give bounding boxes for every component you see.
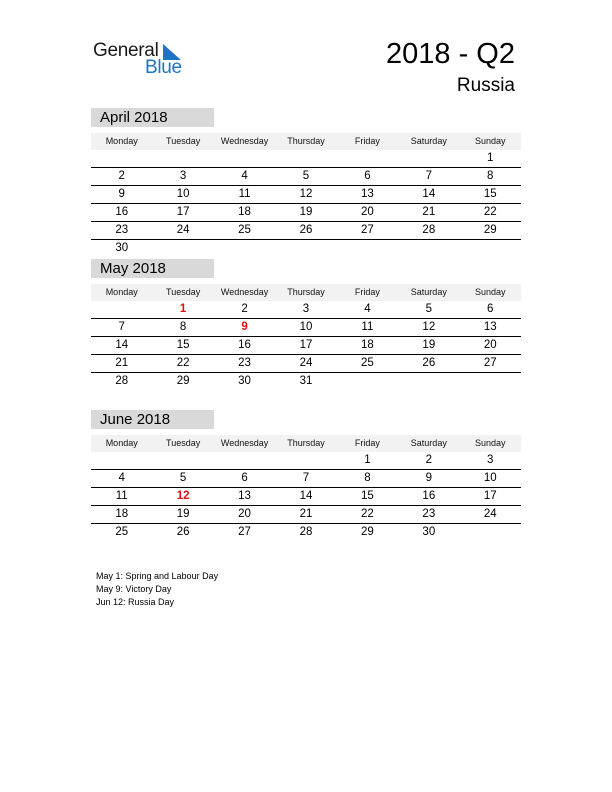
week-row (91, 452, 521, 470)
weekday-label: Wednesday (220, 287, 269, 297)
day-cell: 23 (238, 357, 251, 369)
day-cell: 16 (238, 339, 251, 351)
day-cell: 12 (299, 188, 313, 200)
weeks (91, 150, 521, 257)
week-row (91, 470, 521, 488)
logo-text-blue: Blue (145, 57, 182, 78)
day-cell: 14 (299, 490, 313, 502)
month-title: May 2018 (91, 259, 214, 278)
day-cell (398, 373, 459, 390)
week-row (91, 150, 521, 168)
holiday-note: Jun 12: Russia Day (96, 597, 175, 607)
weekday-label: Thursday (287, 287, 325, 297)
day-cell: 13 (361, 188, 374, 200)
day-cell (91, 150, 152, 167)
day-cell: 26 (176, 526, 190, 538)
day-cell: 15 (483, 188, 497, 200)
weekday-label: Sunday (474, 136, 506, 146)
day-cell: 29 (361, 526, 374, 538)
day-cell: 25 (361, 357, 374, 369)
day-cell: 25 (115, 526, 129, 538)
month-may (91, 259, 521, 390)
weekday-label: Saturday (410, 287, 447, 297)
day-cell: 25 (238, 224, 251, 236)
day-cell (275, 240, 336, 257)
day-cell: 4 (241, 170, 248, 182)
day-cell: 3 (302, 303, 310, 315)
day-cell: 7 (302, 472, 310, 484)
day-cell: 7 (425, 170, 433, 182)
day-cell: 5 (179, 472, 187, 484)
day-cell: 30 (238, 375, 251, 387)
day-cell: 7 (118, 321, 125, 333)
day-cell (275, 150, 336, 167)
day-cell: 2 (241, 303, 248, 315)
day-cell: 10 (483, 472, 497, 484)
weekday-label: Sunday (474, 287, 506, 297)
day-cell: 24 (483, 508, 497, 520)
page-title: 2018 - Q2 (386, 38, 515, 70)
day-cell: 13 (483, 321, 497, 333)
day-cell: 19 (299, 206, 313, 218)
day-cell: 28 (115, 375, 129, 387)
week-row (91, 373, 521, 390)
day-cell (460, 240, 521, 257)
week-row (91, 301, 521, 319)
day-cell (337, 240, 398, 257)
month-title: June 2018 (91, 410, 214, 429)
weeks (91, 452, 521, 541)
weekday-label: Saturday (410, 136, 447, 146)
day-cell (91, 452, 152, 469)
day-cell: 3 (487, 454, 494, 466)
day-cell: 16 (422, 490, 436, 502)
day-cell: 20 (361, 206, 374, 218)
day-cell: 22 (361, 508, 374, 520)
day-cell: 4 (118, 472, 125, 484)
logo (93, 40, 193, 80)
day-cell: 6 (487, 303, 494, 315)
day-cell: 10 (299, 321, 313, 333)
week-row (91, 337, 521, 355)
weekday-label: Sunday (474, 438, 506, 448)
day-cell: 22 (176, 357, 190, 369)
week-row (91, 222, 521, 240)
day-cell: 4 (364, 303, 371, 315)
day-cell: 17 (176, 206, 190, 218)
weekday-label: Friday (354, 287, 380, 297)
day-cell (152, 240, 213, 257)
day-cell: 19 (176, 508, 190, 520)
month-april (91, 108, 521, 257)
day-cell (214, 240, 275, 257)
weekday-label: Tuesday (166, 136, 201, 146)
day-cell: 8 (364, 472, 371, 484)
weekday-label: Wednesday (220, 136, 269, 146)
day-cell: 8 (487, 170, 494, 182)
weekday-header (91, 435, 521, 452)
day-cell: 16 (115, 206, 129, 218)
day-cell: 21 (299, 508, 313, 520)
weekday-label: Friday (354, 438, 380, 448)
day-cell: 23 (422, 508, 436, 520)
day-cell: 23 (115, 224, 129, 236)
weekday-label: Monday (105, 438, 138, 448)
holiday-day-cell: 1 (179, 303, 187, 315)
day-cell: 20 (238, 508, 251, 520)
day-cell: 21 (115, 357, 129, 369)
day-cell: 17 (483, 490, 497, 502)
month-title: April 2018 (91, 108, 214, 127)
week-row (91, 524, 521, 541)
day-cell: 24 (176, 224, 190, 236)
day-cell: 28 (299, 526, 313, 538)
weekday-label: Thursday (287, 136, 325, 146)
day-cell: 21 (422, 206, 436, 218)
week-row (91, 355, 521, 373)
day-cell: 27 (361, 224, 374, 236)
day-cell: 17 (299, 339, 313, 351)
weekday-label: Monday (105, 287, 138, 297)
day-cell: 18 (238, 206, 251, 218)
weekday-header (91, 284, 521, 301)
month-june (91, 410, 521, 541)
day-cell (152, 452, 213, 469)
day-cell: 18 (361, 339, 374, 351)
day-cell: 30 (115, 242, 129, 254)
day-cell: 29 (176, 375, 190, 387)
day-cell: 1 (364, 454, 371, 466)
weekday-label: Friday (354, 136, 380, 146)
holiday-note: May 1: Spring and Labour Day (96, 571, 219, 581)
day-cell: 6 (241, 472, 248, 484)
day-cell: 14 (422, 188, 436, 200)
week-row (91, 488, 521, 506)
day-cell (337, 373, 398, 390)
day-cell: 26 (422, 357, 436, 369)
weekday-label: Saturday (410, 438, 447, 448)
day-cell (214, 452, 275, 469)
day-cell: 9 (118, 188, 125, 200)
day-cell: 20 (483, 339, 497, 351)
weekday-label: Tuesday (166, 438, 201, 448)
holiday-day-cell: 12 (176, 490, 190, 502)
day-cell: 3 (179, 170, 187, 182)
day-cell: 9 (425, 472, 433, 484)
day-cell (398, 240, 459, 257)
day-cell: 2 (118, 170, 125, 182)
day-cell: 15 (176, 339, 190, 351)
day-cell: 13 (238, 490, 251, 502)
day-cell: 1 (487, 152, 494, 164)
day-cell: 11 (115, 490, 128, 502)
week-row (91, 319, 521, 337)
week-row (91, 240, 521, 257)
day-cell: 15 (361, 490, 374, 502)
day-cell: 28 (422, 224, 436, 236)
day-cell: 11 (238, 188, 251, 200)
day-cell: 26 (299, 224, 313, 236)
week-row (91, 506, 521, 524)
holiday-day-cell: 9 (241, 321, 248, 333)
weekday-label: Thursday (287, 438, 325, 448)
day-cell: 22 (483, 206, 497, 218)
weekday-label: Monday (105, 136, 138, 146)
day-cell: 24 (299, 357, 313, 369)
day-cell: 10 (176, 188, 190, 200)
day-cell: 27 (483, 357, 497, 369)
day-cell: 29 (483, 224, 497, 236)
holiday-note: May 9: Victory Day (96, 584, 172, 594)
day-cell (398, 150, 459, 167)
country-label: Russia (456, 75, 515, 96)
weekday-header (91, 133, 521, 150)
day-cell: 6 (364, 170, 371, 182)
week-row (91, 204, 521, 222)
weekday-label: Tuesday (166, 287, 201, 297)
week-row (91, 168, 521, 186)
day-cell: 8 (179, 321, 187, 333)
day-cell (460, 524, 521, 541)
day-cell: 31 (299, 375, 313, 387)
day-cell: 2 (425, 454, 433, 466)
day-cell: 12 (422, 321, 436, 333)
day-cell: 30 (422, 526, 436, 538)
day-cell (337, 150, 398, 167)
holiday-notes (96, 570, 218, 609)
day-cell: 5 (425, 303, 433, 315)
day-cell (91, 301, 152, 318)
day-cell (275, 452, 336, 469)
day-cell (152, 150, 213, 167)
weeks (91, 301, 521, 390)
logo-text-general: General (93, 40, 159, 61)
day-cell (460, 373, 521, 390)
week-row (91, 186, 521, 204)
day-cell: 11 (361, 321, 374, 333)
day-cell: 18 (115, 508, 129, 520)
day-cell: 27 (238, 526, 251, 538)
day-cell (214, 150, 275, 167)
day-cell: 5 (302, 170, 310, 182)
day-cell: 19 (422, 339, 436, 351)
day-cell: 14 (115, 339, 129, 351)
weekday-label: Wednesday (220, 438, 269, 448)
